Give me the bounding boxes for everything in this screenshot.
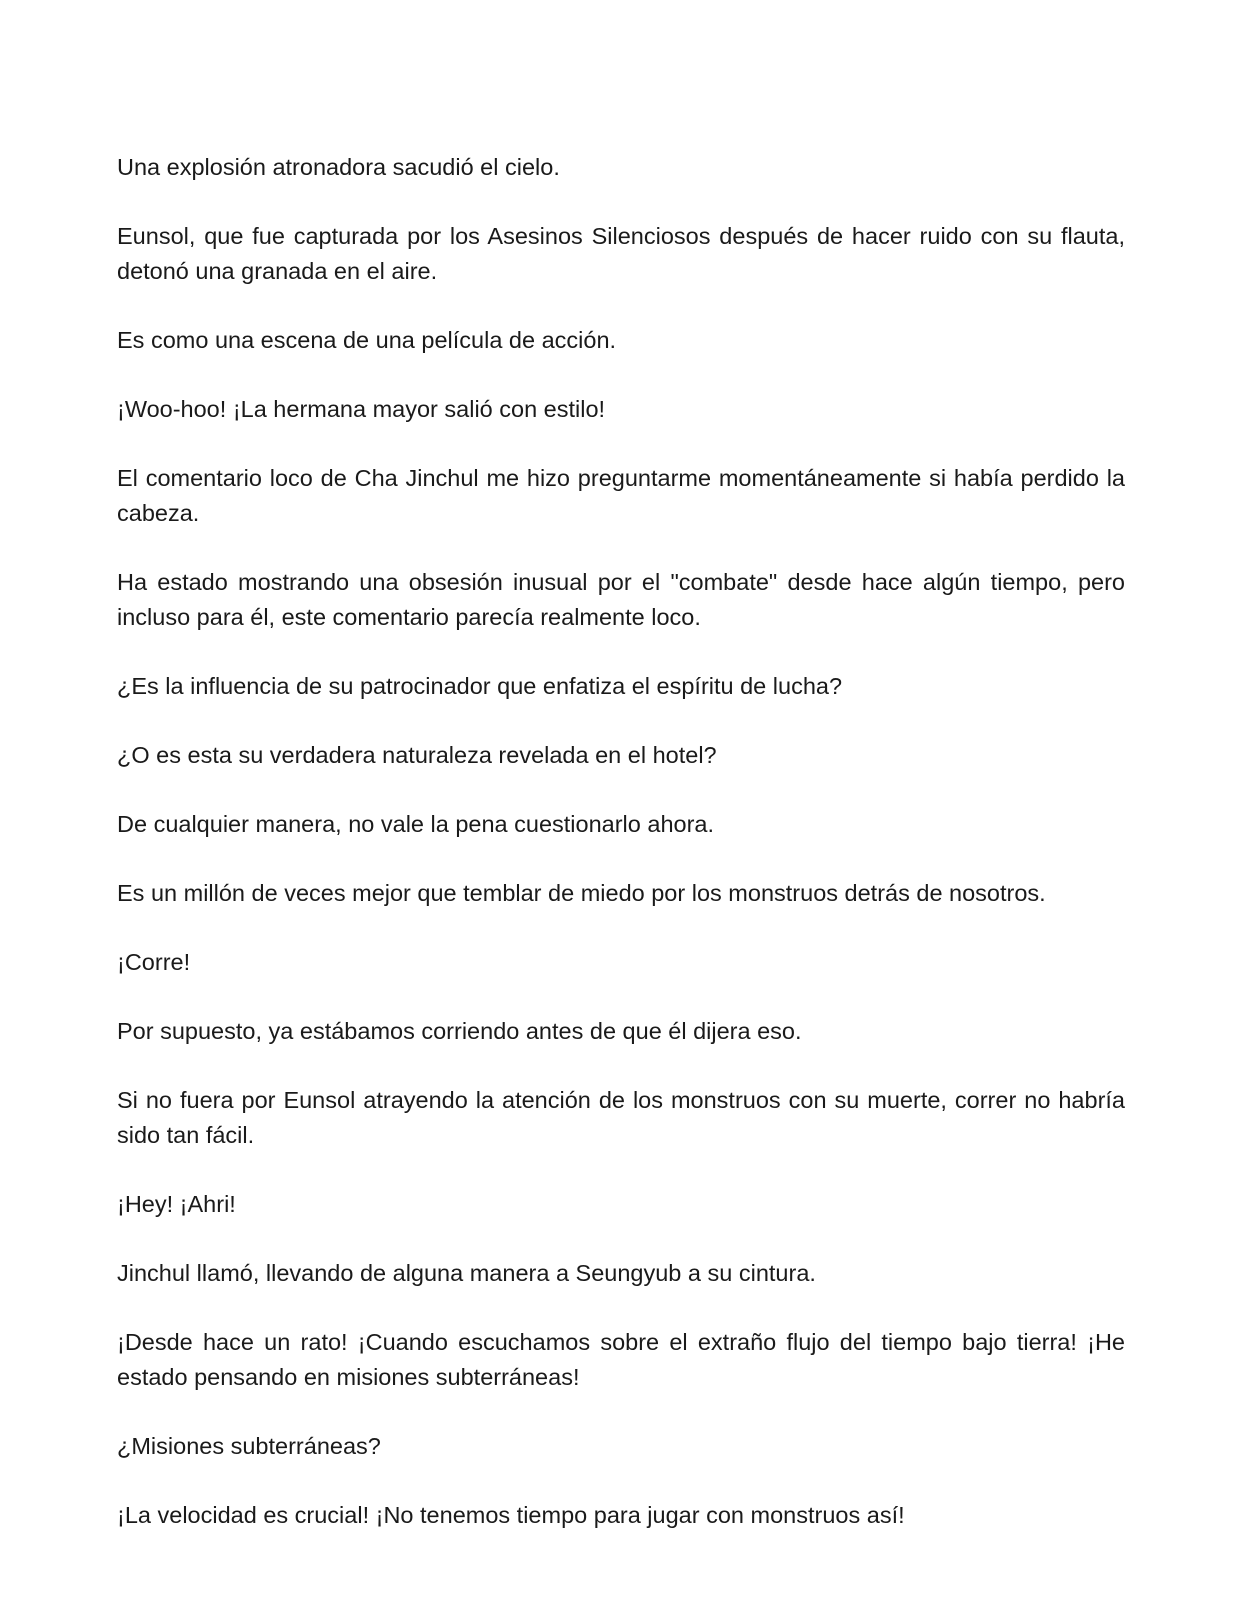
paragraph-10: Es un millón de veces mejor que temblar de miedo por los monstruos detrás de nosotros. <box>117 880 1046 906</box>
paragraph-12: Por supuesto, ya estábamos corriendo antes de que él dijera eso. <box>117 1018 802 1044</box>
paragraph-5: El comentario loco de Cha Jinchul me hizo preguntarme momentáneamente si había perdido la cabeza. <box>117 465 1125 526</box>
paragraph-4: ¡Woo-hoo! ¡La hermana mayor salió con estilo! <box>117 396 606 422</box>
paragraph-17: ¿Misiones subterráneas? <box>117 1433 381 1459</box>
paragraph-6: Ha estado mostrando una obsesión inusual por el "combate" desde hace algún tiempo, pero incluso para él, este comentario parecía realmente loco. <box>117 569 1125 630</box>
paragraph-13: Si no fuera por Eunsol atrayendo la atención de los monstruos con su muerte, correr no habría sido tan fácil. <box>117 1087 1125 1148</box>
paragraph-16: ¡Desde hace un rato! ¡Cuando escuchamos sobre el extraño flujo del tiempo bajo tierra! ¡He estado pensando en misiones subterráneas! <box>117 1329 1125 1390</box>
paragraph-7: ¿Es la influencia de su patrocinador que enfatiza el espíritu de lucha? <box>117 673 843 699</box>
paragraph-18: ¡La velocidad es crucial! ¡No tenemos tiempo para jugar con monstruos así! <box>117 1502 905 1528</box>
document-page <box>117 150 1125 1567</box>
paragraph-2: Eunsol, que fue capturada por los Asesinos Silenciosos después de hacer ruido con su flauta, detonó una granada en el aire. <box>117 223 1125 284</box>
paragraph-15: Jinchul llamó, llevando de alguna manera a Seungyub a su cintura. <box>117 1260 816 1286</box>
paragraph-14: ¡Hey! ¡Ahri! <box>117 1191 236 1217</box>
paragraph-9: De cualquier manera, no vale la pena cuestionarlo ahora. <box>117 811 715 837</box>
paragraph-8: ¿O es esta su verdadera naturaleza revelada en el hotel? <box>117 742 717 768</box>
paragraph-11: ¡Corre! <box>117 949 191 975</box>
paragraph-3: Es como una escena de una película de acción. <box>117 327 617 353</box>
paragraph-1: Una explosión atronadora sacudió el cielo. <box>117 154 560 180</box>
